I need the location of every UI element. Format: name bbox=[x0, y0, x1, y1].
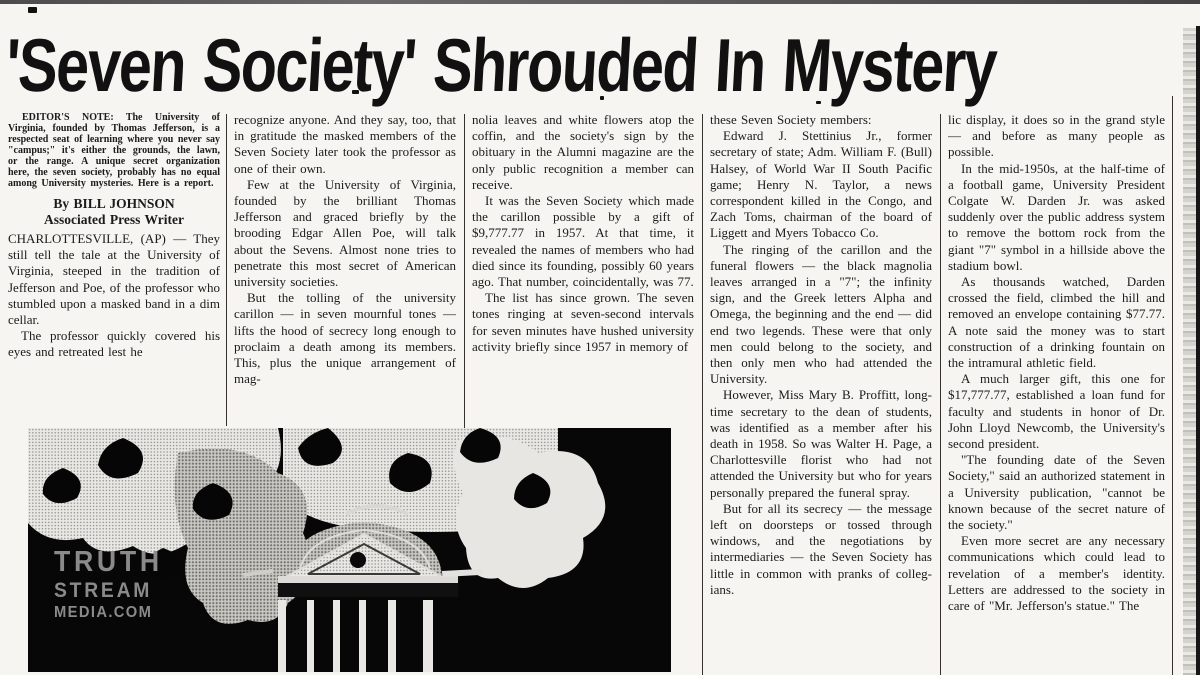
paragraph: But for all its secrecy — the message left on doorsteps or tossed through windows, and the negotiations by intermediaries — the Seven Society has little in common with pranks of colleg-ians. bbox=[710, 500, 932, 597]
headline: 'Seven Society' Shrouded In Mystery bbox=[3, 23, 999, 107]
paragraph: However, Miss Mary B. Proffitt, long-time secretary to the dean of students, was identified as a member after his death in 1958. So was Walter H. Page, a Charlottesville florist who had not attended the University but who for years personally prepared the funeral spray. bbox=[710, 387, 932, 500]
paragraph: The professor quickly covered his eyes and retreated lest he bbox=[8, 328, 220, 360]
column-3 bbox=[472, 112, 694, 428]
column-5 bbox=[948, 112, 1165, 675]
column-rule bbox=[702, 114, 703, 675]
paragraph: Associated Press Writer bbox=[44, 212, 184, 227]
paragraph: Even more secret are any necessary communications which could lead to revelation of a member's identity. Letters are addressed to the society in care of "Mr. Jefferson's statue." The bbox=[948, 533, 1165, 614]
paragraph: The list has since grown. The seven tones ringing at seven-second intervals for seven minutes have hushed university activity briefly since 1957 in memory of bbox=[472, 290, 694, 354]
page-right-rule bbox=[1172, 96, 1173, 675]
paragraph: these Seven Society members: bbox=[710, 112, 872, 127]
paragraph: EDITOR'S NOTE: The University of Virginia, founded by Thomas Jefferson, is a respected seat of learning where you never say "campus;" it's either the grounds, the lawn, or the range. A unique secret organization here, the seven society, probably has no equal among University mysteries. Here is a report. bbox=[8, 112, 220, 189]
column-rule bbox=[226, 114, 227, 426]
paragraph: Edward J. Stettinius Jr., former secretary of state; Adm. William F. (Bull) Halsey, of World War II South Pacific game; Henry N. Taylor, a news correspondent killed in the Congo, and Zach Toms, chairman of the board of Liggett and Myers Tobacco Co. bbox=[710, 128, 932, 241]
paragraph: In the mid-1950s, at the half-time of a football game, University President Colgate W. Darden Jr. was asked suddenly over the public address system to remove the bottom rock from the giant "7" symbol in a hillside above the stadium bowl. bbox=[948, 160, 1165, 273]
paragraph: recognize anyone. And they say, too, that in gratitude the masked members of the Seven Society later took the professor as one of their own. bbox=[234, 112, 456, 176]
paragraph: It was the Seven Society which made the carillon possible by a gift of $9,777.77 in 1957. At that time, it revealed the names of members who had died since its founding, possibly 60 years ago. That number, coincidentally, was 77. bbox=[472, 193, 694, 290]
paragraph: A much larger gift, this one for $17,777.77, established a loan fund for faculty and students in honor of Dr. John Lloyd Newcomb, the University's second president. bbox=[948, 371, 1165, 452]
paragraph: The ringing of the carillon and the funeral flowers — the black magnolia leaves arranged in a "7"; the infinity sign, and the Greek letters Alpha and Omega, the beginning and the end — did end two legends. These were that only men could belong to the society, and then only men who had attended the University. bbox=[710, 241, 932, 387]
watermark-line-3: MEDIA.COM bbox=[54, 604, 153, 621]
rotunda-photo bbox=[28, 428, 671, 672]
column-rule bbox=[464, 114, 465, 428]
scan-edge-noise bbox=[1183, 28, 1196, 675]
paragraph: But the tolling of the university carillon — in seven mournful tones — lifts the hood of secrecy long enough to proclaim a death among its members. This, plus the unique arrangement of mag- bbox=[234, 290, 456, 387]
column-1 bbox=[8, 112, 220, 420]
column-2 bbox=[234, 112, 456, 426]
paragraph: By BILL JOHNSON bbox=[53, 196, 175, 211]
column-rule bbox=[940, 114, 941, 675]
scan-artifact bbox=[28, 7, 37, 13]
watermark bbox=[54, 548, 163, 621]
paragraph: As thousands watched, Darden crossed the field, climbed the hill and removed an envelope containing $77.77. A note said the money was to start construction of a drinking fountain on the intramural athletic field. bbox=[948, 274, 1165, 371]
paragraph: lic display, it does so in the grand style — and before as many people as possible. bbox=[948, 112, 1165, 160]
scan-top-edge bbox=[0, 0, 1200, 4]
watermark-line-2: STREAM bbox=[54, 579, 153, 602]
paragraph: "The founding date of the Seven Society," said an authorized statement in a University publication, "cannot be known because of the secret nature of the society." bbox=[948, 452, 1165, 533]
paragraph: CHARLOTTESVILLE, (AP) — They still tell the tale at the University of Virginia, steeped in the tradition of Jefferson and Poe, of the professor who stumbled upon a masked band in a dim cellar. bbox=[8, 231, 220, 328]
paragraph: nolia leaves and white flowers atop the coffin, and the society's sign by the obituary in the Alumni magazine are the only public recognition a member can receive. bbox=[472, 112, 694, 192]
column-4 bbox=[710, 112, 932, 675]
watermark-line-1: TRUTH bbox=[54, 546, 163, 578]
scan-edge-black bbox=[1196, 26, 1200, 675]
paragraph: Few at the University of Virginia, founded by the brilliant Thomas Jefferson and graced briefly by the brooding Edgar Allen Poe, will talk about the Sevens. Almost none tries to penetrate this most secret of American university societies. bbox=[234, 176, 456, 290]
